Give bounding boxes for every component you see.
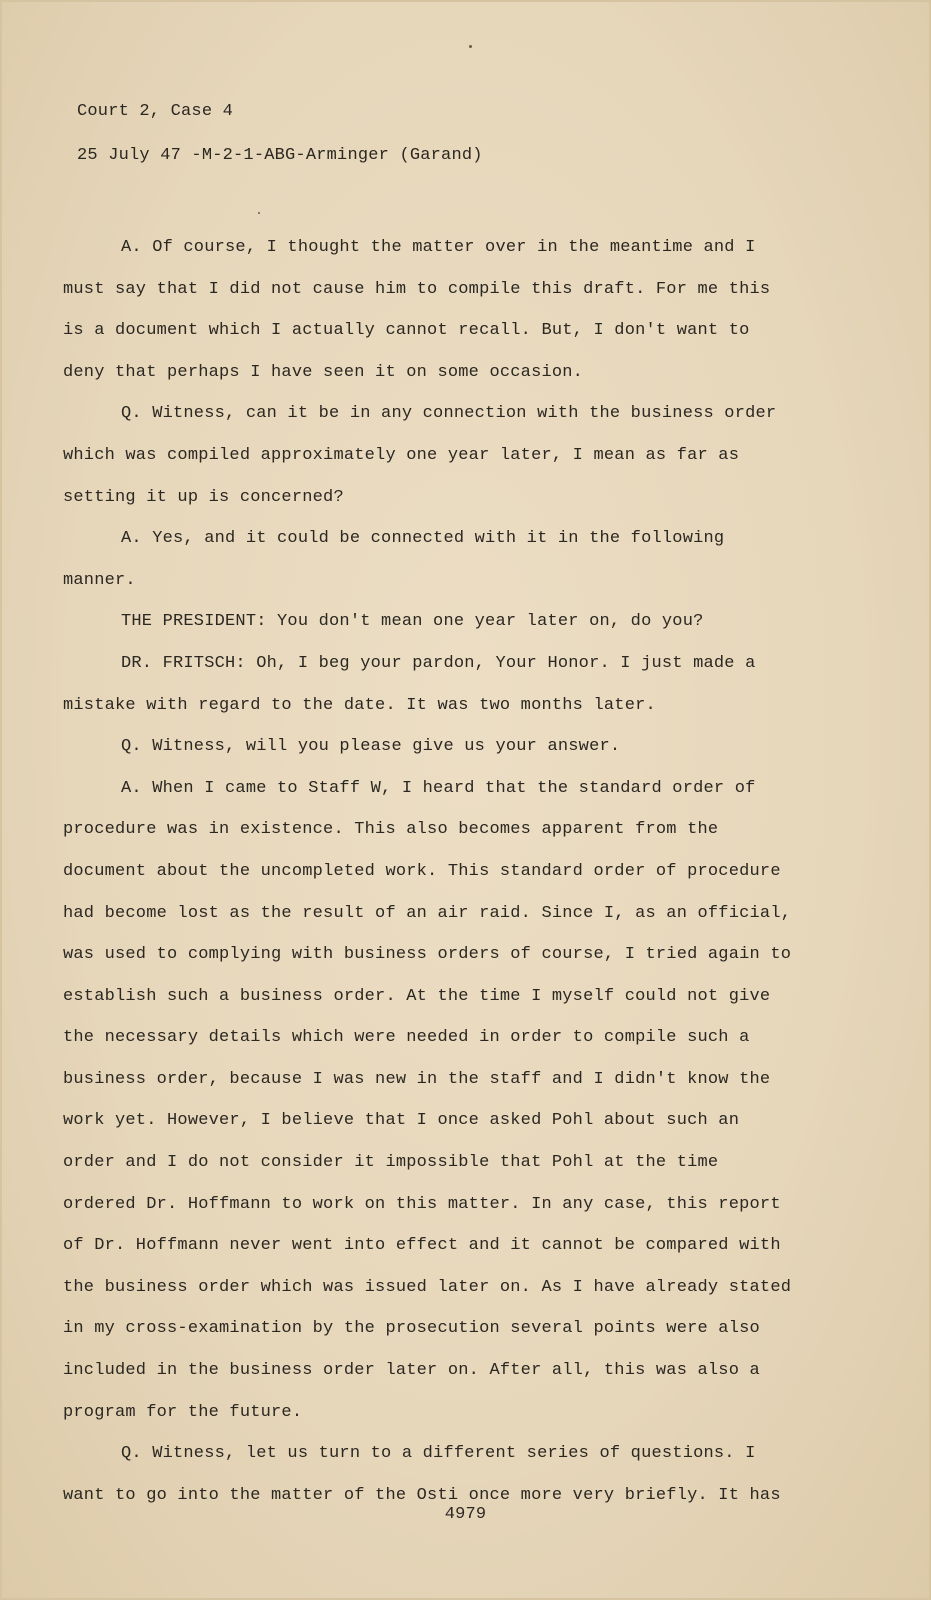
paper-speck (258, 212, 260, 214)
paragraph-president: THE PRESIDENT: You don't mean one year later on, do you? (121, 612, 704, 632)
paragraph-question-1: Q. Witness, can it be in any connection with the business order which was compiled approximately one year later, I mean as far as setting it up is concerned? (63, 404, 777, 507)
paragraph-answer-3: A. When I came to Staff W, I heard that the standard order of procedure was in existence. This also becomes apparent from the document about the uncompleted work. This standard order of procedure had become lost as the result of an air raid. Since I, as an official, was used to complying with business orders of course, I tried again to establish such a business order. At the time I myself could not give the necessary details which were needed in order to compile such a business order, because I was new in the staff and I didn't know the work yet. However, I believe that I once asked Pohl about such an order and I do not consider it impossible that Pohl at the time ordered Dr. Hoffmann to work on this matter. In any case, this report of Dr. Hoffmann never went into effect and it cannot be compared with the business order which was issued later on. As I have already stated in my cross-examination by the prosecution several points were also included in the business order later on. After all, this was also a program for the future. (63, 778, 792, 1422)
paragraph-question-2: Q. Witness, will you please give us your answer. (121, 737, 621, 757)
paragraph-question-3: Q. Witness, let us turn to a different series of questions. I want to go into the matter of the Osti once more very briefly. It has (63, 1444, 781, 1505)
date-reference-line: 25 July 47 -M-2-1-ABG-Arminger (Garand) (77, 146, 483, 165)
transcript-body (63, 227, 798, 1516)
case-header: Court 2, Case 4 (77, 102, 234, 121)
page-number: 4979 (444, 1505, 487, 1524)
paragraph-answer-2: A. Yes, and it could be connected with it in the following manner. (63, 529, 725, 590)
paragraph-answer-1: A. Of course, I thought the matter over in the meantime and I must say that I did not cause him to compile this draft. For me this is a document which I actually cannot recall. But, I don't want to deny that perhaps I have seen it on some occasion. (63, 238, 771, 382)
paragraph-dr-fritsch: DR. FRITSCH: Oh, I beg your pardon, Your Honor. I just made a mistake with regard to the date. It was two months later. (63, 653, 756, 715)
paper-speck (469, 45, 472, 48)
